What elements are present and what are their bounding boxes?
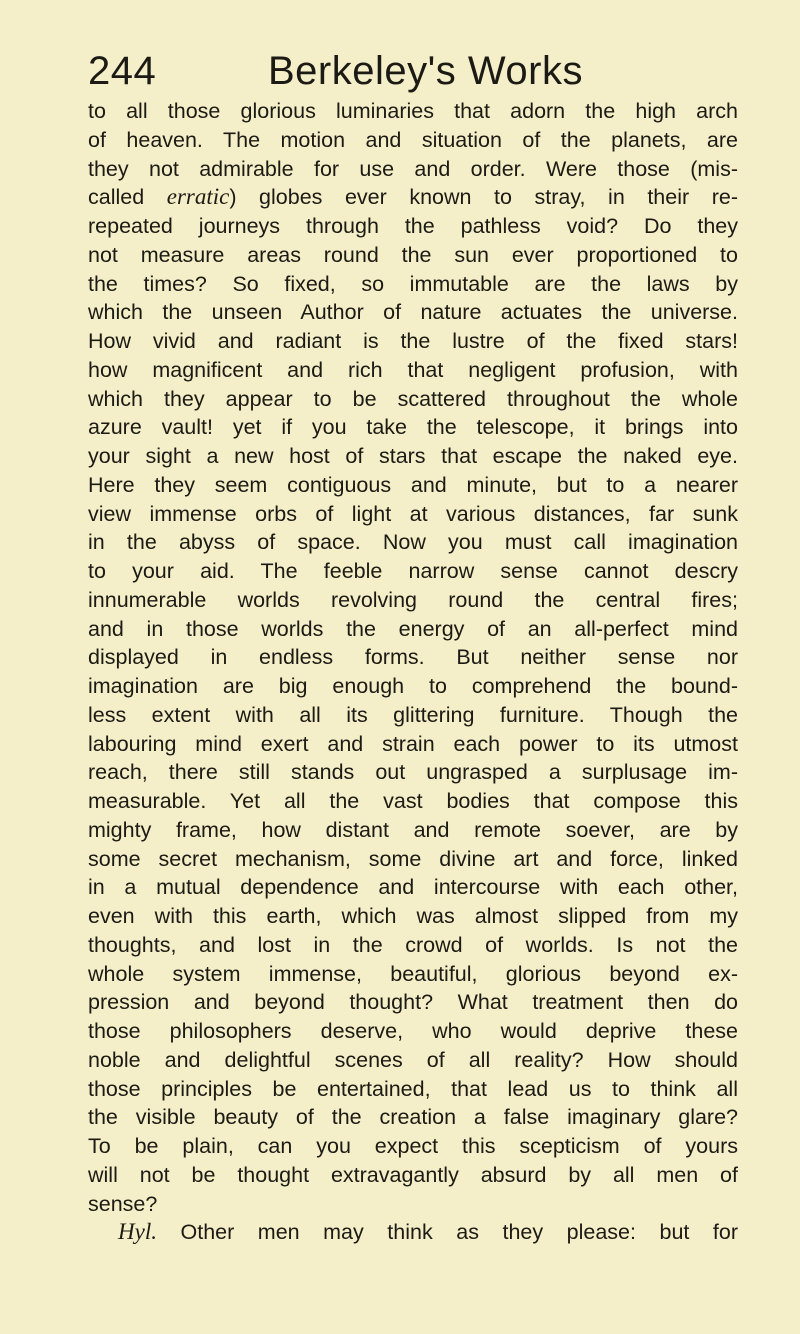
text-line: in the abyss of space. Now you must call imagination bbox=[88, 530, 738, 555]
text-line: of heaven. The motion and situation of the planets, are bbox=[88, 127, 738, 152]
text-line: to your aid. The feeble narrow sense cannot descry bbox=[88, 559, 738, 583]
text-line: your sight a new host of stars that escape the naked eye. bbox=[88, 444, 738, 468]
text-line: to all those glorious luminaries that adorn the high arch bbox=[88, 99, 738, 123]
body-text bbox=[88, 97, 738, 1247]
text-line: measurable. Yet all the vast bodies that compose this bbox=[88, 789, 738, 813]
text-line: view immense orbs of light at various distances, far sunk bbox=[88, 501, 738, 526]
text-line: in a mutual dependence and intercourse with each other, bbox=[88, 875, 738, 900]
speaker-line bbox=[88, 1218, 738, 1247]
text-line: they not admirable for use and order. Were those (mis- bbox=[88, 156, 738, 181]
text-line: displayed in endless forms. But neither sense nor bbox=[88, 645, 738, 670]
text-line: those principles be entertained, that lead us to think all bbox=[88, 1076, 738, 1101]
text-line: Here they seem contiguous and minute, but to a nearer bbox=[88, 472, 738, 497]
text-line: how magnificent and rich that negligent profusion, with bbox=[88, 357, 738, 382]
text-fragment: ) globes ever known to stray, in their re- bbox=[229, 185, 738, 210]
text-line: less extent with all its glittering furniture. Though the bbox=[88, 702, 738, 727]
text-line: pression and beyond thought? What treatment then do bbox=[88, 990, 738, 1015]
text-line: azure vault! yet if you take the telescope, it brings into bbox=[88, 415, 738, 440]
text-line: reach, there still stands out ungrasped a surplusage im- bbox=[88, 760, 738, 785]
text-line: even with this earth, which was almost slipped from my bbox=[88, 904, 738, 928]
text-line: which they appear to be scattered throughout the whole bbox=[88, 386, 738, 411]
text-line: sense? bbox=[88, 1191, 158, 1216]
text-line: noble and delightful scenes of all reality? How should bbox=[88, 1047, 738, 1072]
text-line: the visible beauty of the creation a false imaginary glare? bbox=[88, 1105, 738, 1130]
italic-word: erratic bbox=[166, 184, 230, 210]
text-line: the times? So fixed, so immutable are the laws by bbox=[88, 271, 738, 296]
text-line: not measure areas round the sun ever proportioned to bbox=[88, 242, 738, 267]
text-line: will not be thought extravagantly absurd by all men of bbox=[88, 1162, 738, 1187]
text-line: those philosophers deserve, who would deprive these bbox=[88, 1019, 738, 1043]
text-line: mighty frame, how distant and remote soever, are by bbox=[88, 817, 738, 842]
text-line: To be plain, can you expect this scepticism of yours bbox=[88, 1134, 738, 1158]
text-line: imagination are big enough to comprehend the bound- bbox=[88, 674, 738, 698]
text-line-with-italic bbox=[88, 183, 738, 212]
text-line: labouring mind exert and strain each power to its utmost bbox=[88, 731, 738, 756]
text-fragment: called bbox=[88, 185, 167, 210]
text-line: repeated journeys through the pathless void? Do they bbox=[88, 214, 738, 238]
text-line: thoughts, and lost in the crowd of worlds. Is not the bbox=[88, 932, 738, 957]
speaker-text: Other men may think as they please: but for bbox=[156, 1220, 738, 1245]
page-number: 244 bbox=[88, 49, 157, 93]
text-line: How vivid and radiant is the lustre of the fixed stars! bbox=[88, 329, 738, 353]
text-line: and in those worlds the energy of an all-perfect mind bbox=[88, 616, 738, 641]
text-line: some secret mechanism, some divine art and force, linked bbox=[88, 846, 738, 871]
text-line: whole system immense, beautiful, glorious beyond ex- bbox=[88, 961, 738, 986]
text-line: which the unseen Author of nature actuates the universe. bbox=[88, 300, 738, 325]
text-line: innumerable worlds revolving round the central fires; bbox=[88, 587, 738, 612]
speaker-name: Hyl. bbox=[118, 1219, 157, 1245]
running-title: Berkeley's Works bbox=[268, 49, 583, 93]
